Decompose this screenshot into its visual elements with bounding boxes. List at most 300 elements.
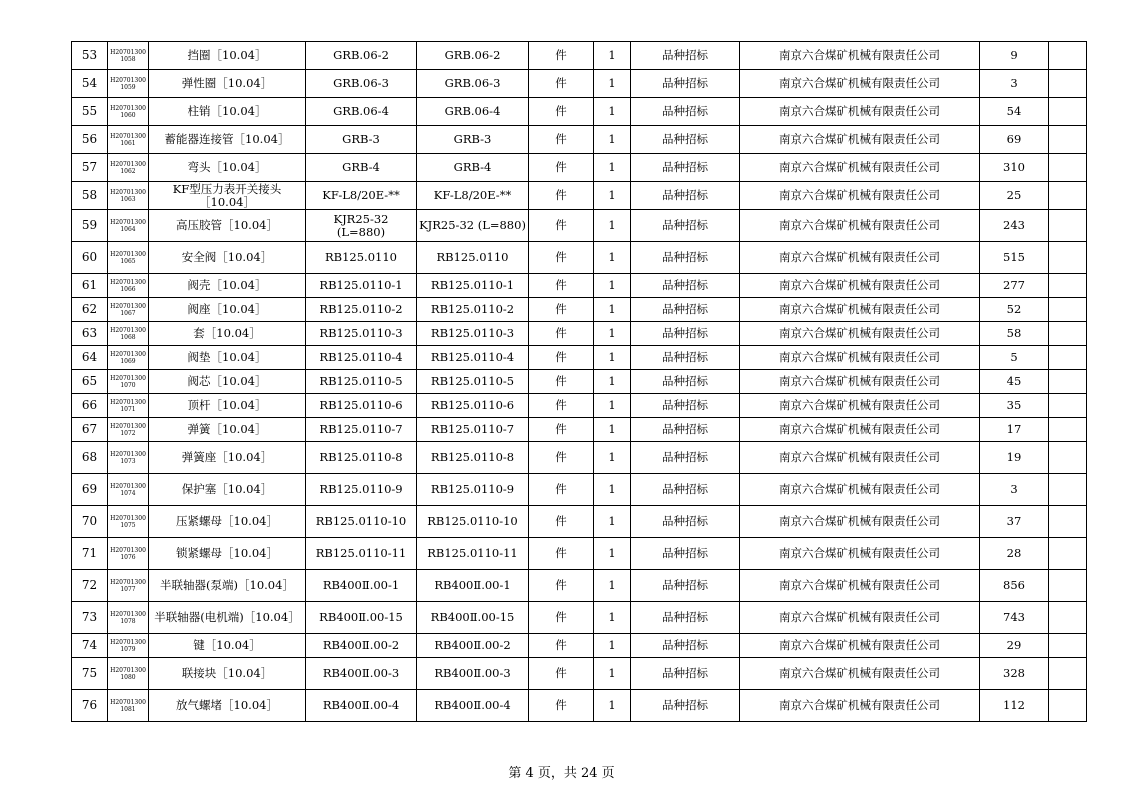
material-code-prefix: H20701300 (110, 350, 146, 358)
item-qty: 1 (594, 322, 631, 346)
supplier-name: 南京六合煤矿机械有限责任公司 (740, 538, 980, 570)
item-qty: 1 (594, 242, 631, 274)
material-code-suffix: 1075 (120, 521, 136, 529)
item-unit: 件 (529, 370, 594, 394)
row-number: 61 (72, 274, 108, 298)
item-model: RB400Ⅱ.00-4 (417, 690, 529, 722)
supplier-name: 南京六合煤矿机械有限责任公司 (740, 634, 980, 658)
material-code (108, 242, 149, 274)
item-qty: 1 (594, 442, 631, 474)
material-code-suffix: 1062 (120, 167, 136, 175)
item-name: 阀座［10.04］ (149, 298, 306, 322)
page-footer: 第 4 页，共 24 页 (508, 766, 615, 781)
parts-table (71, 41, 1087, 722)
material-code (108, 418, 149, 442)
material-code-prefix: H20701300 (110, 250, 146, 258)
material-code (108, 274, 149, 298)
procurement-method: 品种招标 (631, 182, 740, 210)
item-price: 5 (980, 346, 1049, 370)
row-number: 60 (72, 242, 108, 274)
item-note (1049, 418, 1087, 442)
row-number: 57 (72, 154, 108, 182)
item-spec: RB125.0110 (306, 242, 417, 274)
item-spec: GRB.06-3 (306, 70, 417, 98)
item-model: RB125.0110 (417, 242, 529, 274)
material-code-prefix: H20701300 (110, 398, 146, 406)
supplier-name: 南京六合煤矿机械有限责任公司 (740, 346, 980, 370)
procurement-method: 品种招标 (631, 346, 740, 370)
item-unit: 件 (529, 210, 594, 242)
material-code (108, 322, 149, 346)
item-model: RB400Ⅱ.00-3 (417, 658, 529, 690)
material-code (108, 658, 149, 690)
supplier-name: 南京六合煤矿机械有限责任公司 (740, 298, 980, 322)
item-name: 弯头［10.04］ (149, 154, 306, 182)
row-number: 74 (72, 634, 108, 658)
item-unit: 件 (529, 538, 594, 570)
procurement-method: 品种招标 (631, 370, 740, 394)
item-price: 45 (980, 370, 1049, 394)
row-number: 76 (72, 690, 108, 722)
table-row (72, 658, 1087, 690)
item-name: 阀垫［10.04］ (149, 346, 306, 370)
item-unit: 件 (529, 394, 594, 418)
item-unit: 件 (529, 322, 594, 346)
item-note (1049, 154, 1087, 182)
item-note (1049, 370, 1087, 394)
supplier-name: 南京六合煤矿机械有限责任公司 (740, 126, 980, 154)
item-unit: 件 (529, 658, 594, 690)
material-code-prefix: H20701300 (110, 374, 146, 382)
item-unit: 件 (529, 690, 594, 722)
item-price: 58 (980, 322, 1049, 346)
item-unit: 件 (529, 570, 594, 602)
material-code-suffix: 1067 (120, 309, 136, 317)
row-number: 68 (72, 442, 108, 474)
material-code-suffix: 1069 (120, 357, 136, 365)
material-code-suffix: 1065 (120, 257, 136, 265)
item-note (1049, 70, 1087, 98)
item-model: GRB-4 (417, 154, 529, 182)
item-model: RB125.0110-2 (417, 298, 529, 322)
material-code-prefix: H20701300 (110, 698, 146, 706)
item-model: KF-L8/20E-** (417, 182, 529, 210)
item-model: GRB.06-4 (417, 98, 529, 126)
item-name: 套［10.04］ (149, 322, 306, 346)
material-code (108, 474, 149, 506)
item-unit: 件 (529, 42, 594, 70)
item-spec: RB125.0110-1 (306, 274, 417, 298)
row-number: 53 (72, 42, 108, 70)
item-price: 277 (980, 274, 1049, 298)
item-price: 515 (980, 242, 1049, 274)
procurement-method: 品种招标 (631, 242, 740, 274)
item-price: 54 (980, 98, 1049, 126)
item-spec: RB125.0110-8 (306, 442, 417, 474)
supplier-name: 南京六合煤矿机械有限责任公司 (740, 370, 980, 394)
item-note (1049, 570, 1087, 602)
procurement-method: 品种招标 (631, 394, 740, 418)
item-note (1049, 242, 1087, 274)
procurement-method: 品种招标 (631, 154, 740, 182)
material-code (108, 634, 149, 658)
procurement-method: 品种招标 (631, 690, 740, 722)
supplier-name: 南京六合煤矿机械有限责任公司 (740, 154, 980, 182)
item-spec: RB400Ⅱ.00-4 (306, 690, 417, 722)
row-number: 55 (72, 98, 108, 126)
material-code-suffix: 1076 (120, 553, 136, 561)
item-model: RB125.0110-10 (417, 506, 529, 538)
item-name: 半联轴器(电机端)［10.04］ (149, 602, 306, 634)
material-code-prefix: H20701300 (110, 160, 146, 168)
item-qty: 1 (594, 346, 631, 370)
material-code-prefix: H20701300 (110, 188, 146, 196)
supplier-name: 南京六合煤矿机械有限责任公司 (740, 322, 980, 346)
material-code (108, 394, 149, 418)
table-row (72, 274, 1087, 298)
item-note (1049, 274, 1087, 298)
item-name: 挡圈［10.04］ (149, 42, 306, 70)
item-model: RB125.0110-9 (417, 474, 529, 506)
table-row (72, 506, 1087, 538)
item-name: 锁紧螺母［10.04］ (149, 538, 306, 570)
item-name: 弹性圈［10.04］ (149, 70, 306, 98)
item-note (1049, 182, 1087, 210)
procurement-method: 品种招标 (631, 658, 740, 690)
item-note (1049, 98, 1087, 126)
material-code (108, 538, 149, 570)
item-price: 17 (980, 418, 1049, 442)
procurement-method: 品种招标 (631, 634, 740, 658)
item-unit: 件 (529, 602, 594, 634)
material-code-suffix: 1070 (120, 381, 136, 389)
item-price: 9 (980, 42, 1049, 70)
row-number: 67 (72, 418, 108, 442)
item-price: 3 (980, 474, 1049, 506)
item-name: 键［10.04］ (149, 634, 306, 658)
material-code-prefix: H20701300 (110, 422, 146, 430)
item-spec: RB400Ⅱ.00-2 (306, 634, 417, 658)
item-note (1049, 690, 1087, 722)
item-note (1049, 658, 1087, 690)
material-code (108, 210, 149, 242)
item-price: 29 (980, 634, 1049, 658)
supplier-name: 南京六合煤矿机械有限责任公司 (740, 506, 980, 538)
material-code-prefix: H20701300 (110, 450, 146, 458)
item-price: 52 (980, 298, 1049, 322)
row-number: 54 (72, 70, 108, 98)
material-code-prefix: H20701300 (110, 326, 146, 334)
material-code (108, 98, 149, 126)
procurement-method: 品种招标 (631, 126, 740, 154)
material-code-prefix: H20701300 (110, 638, 146, 646)
item-price: 856 (980, 570, 1049, 602)
item-name: 顶杆［10.04］ (149, 394, 306, 418)
table-row (72, 394, 1087, 418)
material-code-prefix: H20701300 (110, 482, 146, 490)
item-spec: RB125.0110-7 (306, 418, 417, 442)
item-qty: 1 (594, 182, 631, 210)
material-code-prefix: H20701300 (110, 132, 146, 140)
material-code-prefix: H20701300 (110, 666, 146, 674)
item-qty: 1 (594, 538, 631, 570)
item-unit: 件 (529, 474, 594, 506)
table-row (72, 298, 1087, 322)
material-code (108, 442, 149, 474)
item-model: RB125.0110-6 (417, 394, 529, 418)
item-spec: GRB-3 (306, 126, 417, 154)
item-qty: 1 (594, 274, 631, 298)
material-code-suffix: 1063 (120, 195, 136, 203)
item-unit: 件 (529, 346, 594, 370)
supplier-name: 南京六合煤矿机械有限责任公司 (740, 210, 980, 242)
row-number: 59 (72, 210, 108, 242)
item-spec: RB125.0110-4 (306, 346, 417, 370)
item-spec: GRB.06-4 (306, 98, 417, 126)
supplier-name: 南京六合煤矿机械有限责任公司 (740, 70, 980, 98)
material-code-suffix: 1072 (120, 429, 136, 437)
item-qty: 1 (594, 570, 631, 602)
item-spec: RB125.0110-3 (306, 322, 417, 346)
procurement-method: 品种招标 (631, 418, 740, 442)
item-price: 28 (980, 538, 1049, 570)
supplier-name: 南京六合煤矿机械有限责任公司 (740, 690, 980, 722)
material-code-prefix: H20701300 (110, 610, 146, 618)
item-model: KJR25-32 (L=880) (417, 210, 529, 242)
item-price: 243 (980, 210, 1049, 242)
item-unit: 件 (529, 70, 594, 98)
item-name: 安全阀［10.04］ (149, 242, 306, 274)
table-row (72, 42, 1087, 70)
item-note (1049, 506, 1087, 538)
item-unit: 件 (529, 242, 594, 274)
material-code-suffix: 1061 (120, 139, 136, 147)
supplier-name: 南京六合煤矿机械有限责任公司 (740, 474, 980, 506)
table-row (72, 570, 1087, 602)
material-code-suffix: 1073 (120, 457, 136, 465)
item-price: 37 (980, 506, 1049, 538)
item-spec: GRB.06-2 (306, 42, 417, 70)
item-qty: 1 (594, 418, 631, 442)
material-code (108, 298, 149, 322)
item-qty: 1 (594, 126, 631, 154)
material-code-suffix: 1081 (120, 705, 136, 713)
material-code-suffix: 1074 (120, 489, 136, 497)
item-model: GRB-3 (417, 126, 529, 154)
item-qty: 1 (594, 634, 631, 658)
procurement-method: 品种招标 (631, 210, 740, 242)
table-row (72, 242, 1087, 274)
table-row (72, 182, 1087, 210)
item-name: 弹簧［10.04］ (149, 418, 306, 442)
table-row (72, 418, 1087, 442)
procurement-method: 品种招标 (631, 98, 740, 126)
procurement-method: 品种招标 (631, 570, 740, 602)
item-note (1049, 346, 1087, 370)
item-spec: RB125.0110-5 (306, 370, 417, 394)
item-name: 放气螺堵［10.04］ (149, 690, 306, 722)
item-model: RB125.0110-8 (417, 442, 529, 474)
material-code-prefix: H20701300 (110, 546, 146, 554)
item-unit: 件 (529, 506, 594, 538)
item-model: GRB.06-2 (417, 42, 529, 70)
row-number: 69 (72, 474, 108, 506)
procurement-method: 品种招标 (631, 474, 740, 506)
item-qty: 1 (594, 690, 631, 722)
table-row (72, 210, 1087, 242)
material-code-suffix: 1064 (120, 225, 136, 233)
supplier-name: 南京六合煤矿机械有限责任公司 (740, 602, 980, 634)
item-model: RB400Ⅱ.00-2 (417, 634, 529, 658)
material-code-prefix: H20701300 (110, 48, 146, 56)
material-code (108, 126, 149, 154)
item-model: RB400Ⅱ.00-15 (417, 602, 529, 634)
item-spec: RB125.0110-6 (306, 394, 417, 418)
supplier-name: 南京六合煤矿机械有限责任公司 (740, 274, 980, 298)
table-row (72, 538, 1087, 570)
item-price: 112 (980, 690, 1049, 722)
item-qty: 1 (594, 70, 631, 98)
item-note (1049, 42, 1087, 70)
material-code (108, 602, 149, 634)
material-code (108, 690, 149, 722)
supplier-name: 南京六合煤矿机械有限责任公司 (740, 98, 980, 126)
table-row (72, 126, 1087, 154)
item-unit: 件 (529, 182, 594, 210)
material-code (108, 346, 149, 370)
item-qty: 1 (594, 394, 631, 418)
item-spec: RB125.0110-11 (306, 538, 417, 570)
procurement-method: 品种招标 (631, 506, 740, 538)
material-code-prefix: H20701300 (110, 218, 146, 226)
material-code (108, 506, 149, 538)
item-model: GRB.06-3 (417, 70, 529, 98)
row-number: 56 (72, 126, 108, 154)
item-price: 69 (980, 126, 1049, 154)
table-row (72, 602, 1087, 634)
item-name: 弹簧座［10.04］ (149, 442, 306, 474)
supplier-name: 南京六合煤矿机械有限责任公司 (740, 658, 980, 690)
item-spec: KJR25-32 (L=880) (306, 210, 417, 242)
procurement-method: 品种招标 (631, 298, 740, 322)
row-number: 71 (72, 538, 108, 570)
row-number: 65 (72, 370, 108, 394)
supplier-name: 南京六合煤矿机械有限责任公司 (740, 418, 980, 442)
item-unit: 件 (529, 154, 594, 182)
material-code (108, 182, 149, 210)
item-unit: 件 (529, 442, 594, 474)
material-code (108, 154, 149, 182)
material-code-prefix: H20701300 (110, 76, 146, 84)
item-note (1049, 210, 1087, 242)
item-model: RB125.0110-11 (417, 538, 529, 570)
item-spec: KF-L8/20E-** (306, 182, 417, 210)
row-number: 75 (72, 658, 108, 690)
item-qty: 1 (594, 298, 631, 322)
procurement-method: 品种招标 (631, 42, 740, 70)
item-name: 阀芯［10.04］ (149, 370, 306, 394)
item-name: 联接块［10.04］ (149, 658, 306, 690)
item-note (1049, 442, 1087, 474)
item-price: 3 (980, 70, 1049, 98)
row-number: 63 (72, 322, 108, 346)
item-name: 阀壳［10.04］ (149, 274, 306, 298)
material-code-suffix: 1078 (120, 617, 136, 625)
supplier-name: 南京六合煤矿机械有限责任公司 (740, 570, 980, 602)
item-price: 310 (980, 154, 1049, 182)
material-code-prefix: H20701300 (110, 578, 146, 586)
table-row (72, 70, 1087, 98)
item-name: 柱销［10.04］ (149, 98, 306, 126)
row-number: 66 (72, 394, 108, 418)
procurement-method: 品种招标 (631, 70, 740, 98)
procurement-method: 品种招标 (631, 274, 740, 298)
table-row (72, 634, 1087, 658)
item-qty: 1 (594, 370, 631, 394)
supplier-name: 南京六合煤矿机械有限责任公司 (740, 394, 980, 418)
item-spec: RB125.0110-2 (306, 298, 417, 322)
table-row (72, 370, 1087, 394)
item-qty: 1 (594, 42, 631, 70)
item-model: RB125.0110-7 (417, 418, 529, 442)
item-unit: 件 (529, 298, 594, 322)
item-spec: GRB-4 (306, 154, 417, 182)
item-qty: 1 (594, 658, 631, 690)
item-spec: RB400Ⅱ.00-3 (306, 658, 417, 690)
row-number: 72 (72, 570, 108, 602)
item-note (1049, 394, 1087, 418)
item-price: 328 (980, 658, 1049, 690)
item-note (1049, 538, 1087, 570)
item-unit: 件 (529, 634, 594, 658)
material-code (108, 370, 149, 394)
table-row (72, 154, 1087, 182)
material-code-suffix: 1080 (120, 673, 136, 681)
item-name: 蓄能器连接管［10.04］ (149, 126, 306, 154)
item-price: 743 (980, 602, 1049, 634)
material-code (108, 42, 149, 70)
table-row (72, 690, 1087, 722)
item-note (1049, 602, 1087, 634)
item-spec: RB125.0110-10 (306, 506, 417, 538)
item-name: 高压胶管［10.04］ (149, 210, 306, 242)
material-code-prefix: H20701300 (110, 514, 146, 522)
item-spec: RB400Ⅱ.00-1 (306, 570, 417, 602)
table-row (72, 442, 1087, 474)
row-number: 58 (72, 182, 108, 210)
material-code-suffix: 1077 (120, 585, 136, 593)
item-qty: 1 (594, 602, 631, 634)
material-code-prefix: H20701300 (110, 104, 146, 112)
table-row (72, 346, 1087, 370)
item-model: RB125.0110-1 (417, 274, 529, 298)
procurement-method: 品种招标 (631, 322, 740, 346)
item-qty: 1 (594, 98, 631, 126)
procurement-method: 品种招标 (631, 602, 740, 634)
material-code-suffix: 1071 (120, 405, 136, 413)
material-code-suffix: 1059 (120, 83, 136, 91)
material-code-prefix: H20701300 (110, 302, 146, 310)
table-row (72, 98, 1087, 126)
item-price: 25 (980, 182, 1049, 210)
item-unit: 件 (529, 126, 594, 154)
item-unit: 件 (529, 274, 594, 298)
material-code-suffix: 1060 (120, 111, 136, 119)
row-number: 62 (72, 298, 108, 322)
table-row (72, 474, 1087, 506)
item-note (1049, 298, 1087, 322)
item-name: 半联轴器(泵端)［10.04］ (149, 570, 306, 602)
